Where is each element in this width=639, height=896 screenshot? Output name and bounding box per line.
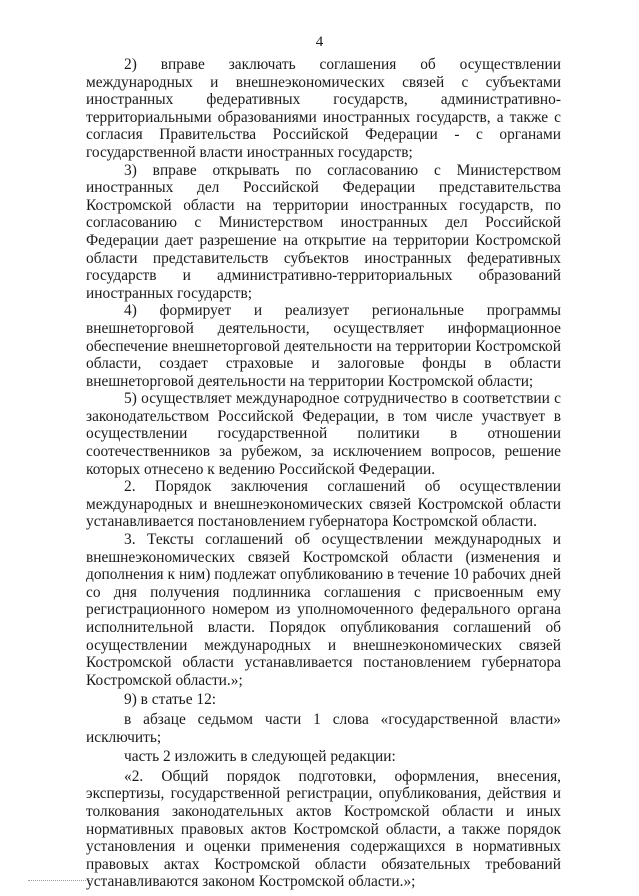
document-body — [86, 56, 561, 891]
page-number: 4 — [315, 34, 324, 50]
paragraph-part-1-amendment: в абзаце седьмом части 1 слова «государственной власти» исключить; — [86, 710, 561, 746]
footer-divider — [28, 880, 90, 881]
paragraph-item-3: 3) вправе открывать по согласованию с Министерством иностранных дел Российской Федерации представительства Костромской области на территории иностранных государств, по согласованию с Министерством иностранных дел Российской Федерации дает разрешение на открытие на территории Костромской области представительств субъектов иностранных федеративных государств и административно-территориальных образований иностранных государств; — [86, 161, 561, 302]
paragraph-section-3: 3. Тексты соглашений об осуществлении международных и внешнеэкономических связей Костромской области (изменения и дополнения к ним) подлежат опубликованию в течение 10 рабочих дней со дня получения подлинника соглашения с присвоенным ему регистрационного номером из уполномоченного федерального органа исполнительной власти. Порядок опубликования соглашений об осуществлении международных и внешнеэкономических связей Костромской области устанавливается постановлением губернатора Костромской области.»; — [86, 531, 561, 689]
paragraph-part-2-intro: часть 2 изложить в следующей редакции: — [124, 748, 396, 766]
paragraph-item-2: 2) вправе заключать соглашения об осуществлении международных и внешнеэкономических связей с субъектами иностранных федеративных государств, административно-территориальными образованиями иностранных государств, а также с согласия Правительства Российской Федерации - с органами государственной власти иностранных государств; — [86, 56, 561, 161]
paragraph-item-4: 4) формирует и реализует региональные программы внешнеторговой деятельности, осуществляет информационное обеспечение внешнеторговой деятельности на территории Костромской области, создает страховые и залоговые фонды в области внешнеторговой деятельности на территории Костромской области; — [86, 302, 561, 390]
paragraph-article-12-heading: 9) в статье 12: — [124, 691, 217, 709]
paragraph-item-5: 5) осуществляет международное сотрудничество в соответствии с законодательством Российской Федерации, в том числе участвует в осуществлении государственной политики в отношении соотечественников за рубежом, за исключением вопросов, решение которых отнесено к ведению Российской Федерации. — [86, 390, 561, 478]
paragraph-part-2-text: «2. Общий порядок подготовки, оформления, внесения, экспертизы, государственной регистрации, опубликования, действия и толкования законодательных актов Костромской области и иных нормативных правовых актов Костромской области, а также порядок установления и оценки применения содержащихся в нормативных правовых актах Костромской области обязательных требований устанавливаются законом Костромской области.»; — [86, 767, 561, 891]
paragraph-section-2: 2. Порядок заключения соглашений об осуществлении международных и внешнеэкономических связей Костромской области устанавливается постановлением губернатора Костромской области. — [86, 478, 561, 531]
